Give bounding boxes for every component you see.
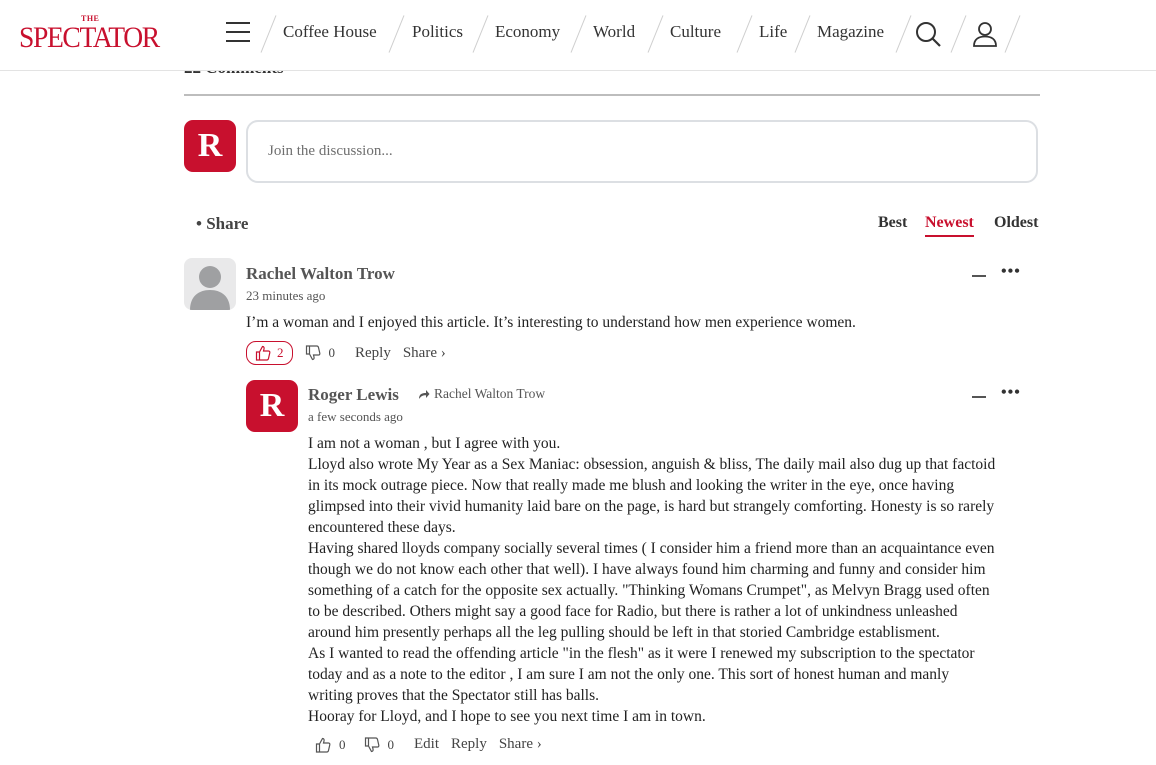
user-avatar: R — [184, 120, 236, 172]
share-label: Share — [206, 214, 249, 233]
downvote-count: 0 — [387, 736, 394, 752]
nav-divider — [473, 15, 489, 52]
nav-divider — [737, 15, 753, 52]
nav-world[interactable]: World — [593, 22, 636, 41]
hamburger-menu-icon[interactable] — [226, 22, 250, 42]
comment-actions — [246, 341, 446, 365]
comment-line: in its mock outrage piece. Now that really made me blush and looking the writer in the eye, once having — [308, 477, 955, 494]
nav-divider — [1005, 15, 1021, 52]
account-icon[interactable] — [971, 20, 999, 48]
reply-arrow-icon — [418, 389, 430, 400]
site-header — [0, 0, 1156, 71]
nav-divider — [896, 15, 912, 52]
share-discussion-button[interactable]: • Share — [196, 214, 249, 233]
nav-culture[interactable]: Culture — [670, 22, 721, 41]
comment-line: Having shared lloyds company socially several times ( I consider him a friend more than an acquaintance even — [308, 540, 995, 557]
logo-name: SPECTATOR — [19, 21, 159, 54]
comment-input[interactable]: Join the discussion... — [246, 120, 1038, 183]
comment-text — [308, 433, 995, 727]
comment-line: today and as a note to the editor , I am sure I am not the only one. This sort of honest human and manly — [308, 666, 950, 683]
nav-divider — [389, 15, 405, 52]
share-comment-button[interactable]: Share › — [498, 736, 542, 752]
comment-line: though we do not know each other that well). I have always found him charming and funny and consider him — [308, 561, 986, 578]
comment-text: I’m a woman and I enjoyed this article. It’s interesting to understand how men experience women. — [246, 314, 856, 331]
reply-to-name: Rachel Walton Trow — [434, 386, 546, 401]
reply-button[interactable]: Reply — [355, 344, 391, 361]
comment-author[interactable]: Roger Lewis — [308, 385, 399, 404]
comment-actions — [315, 736, 542, 753]
nav-divider — [648, 15, 664, 52]
downvote-count: 0 — [328, 345, 335, 360]
comment-author[interactable]: Rachel Walton Trow — [246, 264, 395, 283]
comment-line: Hooray for Lloyd, and I hope to see you next time I am in town. — [308, 708, 706, 725]
share-comment-button[interactable]: Share › — [402, 344, 446, 361]
collapse-button[interactable] — [972, 396, 986, 398]
logo-the: THE — [81, 14, 100, 23]
sort-best-tab[interactable]: Best — [878, 214, 908, 231]
more-options-icon[interactable]: ••• — [1001, 263, 1021, 280]
nav-divider — [571, 15, 587, 52]
sort-oldest-tab[interactable]: Oldest — [994, 214, 1039, 231]
upvote-count: 2 — [277, 345, 284, 360]
comment-line: glimpsed into their vivid humanity laid bare on the page, is hard but strangely comforting. Honesty is so rarely — [308, 498, 995, 515]
nav-coffee-house[interactable]: Coffee House — [283, 22, 377, 41]
edit-button[interactable]: Edit — [414, 736, 439, 752]
downvote-button[interactable] — [305, 345, 336, 361]
comment-time[interactable]: a few seconds ago — [308, 409, 403, 424]
thumbs-down-icon — [364, 737, 380, 753]
comment-line: Lloyd also wrote My Year as a Sex Maniac: obsession, anguish & bliss, The daily mail also dug up that factoid — [308, 456, 996, 473]
comment-line: to be described. Others might say a good face for Radio, but there is rather a lot of unkindness unleashed — [308, 603, 958, 620]
comment-line: encountered these days. — [308, 519, 456, 536]
nav-divider — [795, 15, 811, 52]
nav-economy[interactable]: Economy — [495, 22, 561, 41]
collapse-button[interactable] — [972, 275, 986, 277]
comment-line: writing proves that the Spectator still has balls. — [308, 687, 600, 704]
comment-line: As I wanted to read the offending article "in the flesh" as it were I renewed my subscription to the spectator — [308, 645, 975, 662]
nav-politics[interactable]: Politics — [412, 22, 464, 41]
person-icon — [184, 258, 236, 310]
comment-line: around him presently perhaps all the leg pulling should be left in that storied Cambridge establisment. — [308, 624, 940, 641]
more-options-icon[interactable]: ••• — [1001, 384, 1021, 401]
nav-life[interactable]: Life — [759, 22, 788, 41]
nav-divider — [261, 15, 277, 52]
comments-divider — [184, 94, 1040, 96]
thumbs-up-icon — [315, 737, 331, 753]
thumbs-up-icon — [255, 345, 271, 361]
thumbs-down-icon — [305, 345, 321, 361]
upvote-count: 0 — [339, 736, 346, 752]
comment-line: I am not a woman , but I agree with you. — [308, 435, 561, 452]
upvote-button[interactable] — [246, 341, 293, 365]
nav-magazine[interactable]: Magazine — [817, 22, 885, 41]
default-avatar — [184, 258, 236, 310]
comment-line: something of a catch for the opposite sex actually. "Thinking Womans Crumpet", as Melvyn Bragg used often — [308, 582, 990, 599]
nav-divider — [951, 15, 967, 52]
comment-time[interactable]: 23 minutes ago — [246, 288, 326, 303]
sort-newest-tab[interactable]: Newest — [925, 214, 974, 237]
reply-to-link[interactable] — [418, 386, 545, 402]
search-icon[interactable] — [914, 20, 942, 48]
reply-button[interactable]: Reply — [451, 736, 487, 752]
downvote-button[interactable] — [364, 737, 395, 753]
upvote-button[interactable] — [315, 737, 346, 753]
commenter-avatar: R — [246, 380, 298, 432]
